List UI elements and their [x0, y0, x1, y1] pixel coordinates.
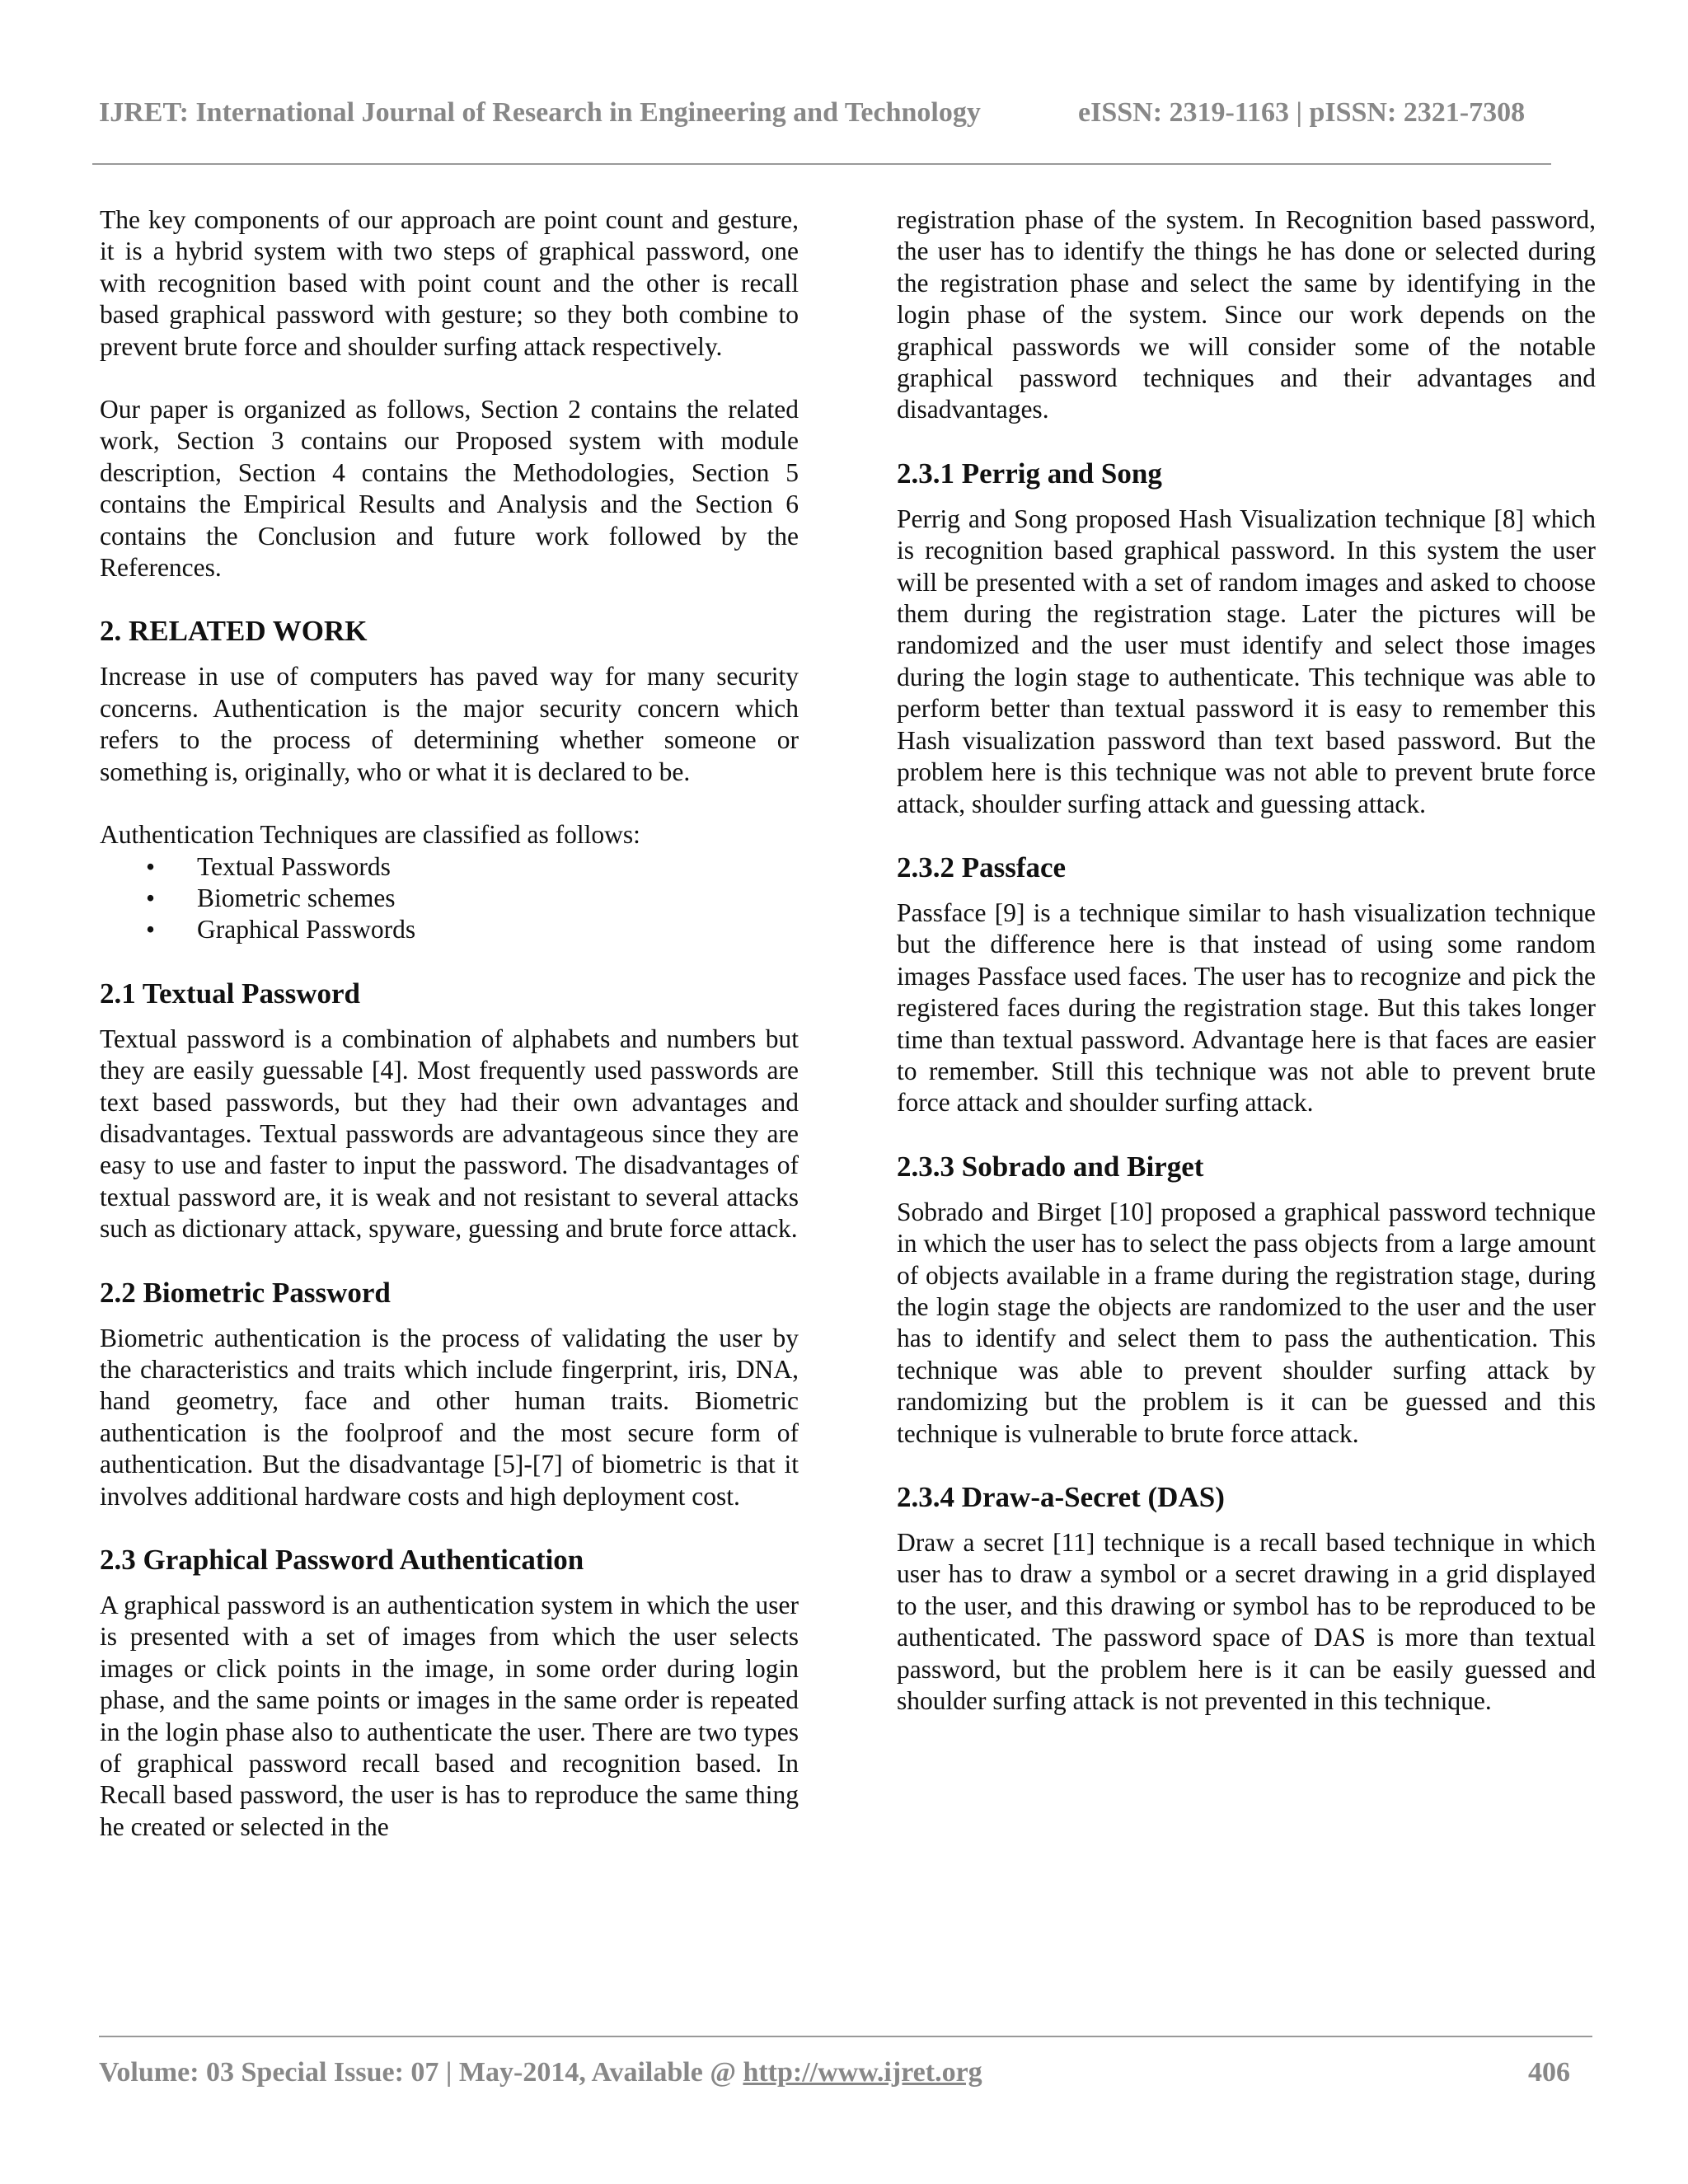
technique-list [100, 851, 799, 946]
left-column [100, 204, 799, 1843]
bullet-icon: • [146, 883, 156, 912]
graphical-password-continued: registration phase of the system. In Recognition based password, the user has to identify the things he has done or selected during the registration phase and select the same by identifying in the login phase of the system. Since our work depends on the graphical passwords we will consider some of the notable graphical password techniques and their advantages and disadvantages. [897, 205, 1596, 424]
graphical-password-paragraph: A graphical password is an authentication system in which the user is presented with a set of images from which the user selects images or click points in the image, in some order during login phase, and the same points or images in the same order is repeated in the login phase also to authenticate the user. There are two types of graphical password recall based and recognition based. In Recall based password, the user is has to reproduce the same thing he created or selected in the [100, 1591, 799, 1841]
draw-a-secret-paragraph: Draw a secret [11] technique is a recall based technique in which user has to draw a symbol or a secret drawing in a grid displayed to the user, and this drawing or symbol has to be reproduced to be authenticated. The password space of DAS is more than textual password, but the problem here is it can be easily guessed and shoulder surfing attack is not prevented in this technique. [897, 1528, 1596, 1716]
passface-paragraph: Passface [9] is a technique similar to hash visualization technique but the difference here is that instead of using some random images Passface used faces. The user has to recognize and pick the registered faces during the registration stage. But this takes longer time than textual password. Advantage here is that faces are easier to remember. Still this technique was not able to prevent brute force attack and shoulder surfing attack. [897, 898, 1596, 1118]
bullet-icon: • [146, 915, 156, 944]
classification-intro: Authentication Techniques are classified as follows: [100, 820, 640, 850]
textual-password-paragraph: Textual password is a combination of alphabets and numbers but they are easily guessable [4]. Most frequently used passwords are text based passwords, but they had their own advantages and disadvantages. Textual passwords are advantageous since they are easy to use and faster to input the password. The disadvantages of textual password are, it is weak and not resistant to several attacks such as dictionary attack, spyware, guessing and brute force attack. [100, 1024, 799, 1244]
related-work-paragraph: Increase in use of computers has paved way for many security concerns. Authentication is the major security concern which refers to the process of determining whether someone or something is, originally, who or what it is declared to be. [100, 662, 799, 786]
heading-biometric-password: 2.2 Biometric Password [100, 1276, 391, 1309]
footer-volume-info: Volume: 03 Special Issue: 07 | May-2014, Available @ http://www.ijret.org [99, 2057, 982, 2088]
running-header [99, 97, 1550, 138]
page-number: 406 [1528, 2057, 1570, 2088]
list-item: • Textual Passwords [100, 851, 799, 883]
bullet-icon: • [146, 851, 156, 881]
heading-draw-a-secret: 2.3.4 Draw-a-Secret (DAS) [897, 1481, 1225, 1513]
header-rule [92, 163, 1551, 165]
right-column [897, 204, 1596, 1717]
issn-info: eISSN: 2319-1163 | pISSN: 2321-7308 [1078, 97, 1526, 128]
perrig-and-song-paragraph: Perrig and Song proposed Hash Visualization technique [8] which is recognition based graphical password. In this system the user will be presented with a set of random images and asked to choose them during the registration stage. Later the pictures will be randomized and the user must identify and select those images during the login stage to authenticate. This technique was able to perform better than textual password it is easy to remember this Hash visualization password than text based password. But the problem here is this technique was not able to prevent brute force attack, shoulder surfing attack and guessing attack. [897, 504, 1596, 818]
biometric-password-paragraph: Biometric authentication is the process of validating the user by the characteristics and traits which include fingerprint, iris, DNA, hand geometry, face and other human traits. Biometric authentication is the foolproof and the most secure form of authentication. But the disadvantage [5]-[7] of biometric is that it involves additional hardware costs and high deployment cost. [100, 1323, 799, 1511]
running-footer [99, 2057, 1574, 2095]
footer-rule [99, 2036, 1592, 2037]
heading-related-work: 2. RELATED WORK [100, 615, 368, 648]
heading-textual-password: 2.1 Textual Password [100, 977, 361, 1010]
heading-graphical-password: 2.3 Graphical Password Authentication [100, 1544, 584, 1576]
intro-paragraph-1: The key components of our approach are point count and gesture, it is a hybrid system with two steps of graphical password, one with recognition based with point count and the other is recall based graphical password with gesture; so they both combine to prevent brute force and shoulder surfing attack respectively. [100, 205, 799, 361]
sobrado-and-birget-paragraph: Sobrado and Birget [10] proposed a graphical password technique in which the user has to select the pass objects from a large amount of objects available in a frame during the registration stage, during the login stage the objects are randomized to the user and the user has to identify and select them to pass the authentication. This technique was able to prevent shoulder surfing attack by randomizing but the problem is it can be guessed and this technique is vulnerable to brute force attack. [897, 1197, 1596, 1448]
list-item: • Biometric schemes [100, 883, 799, 914]
heading-sobrado-and-birget: 2.3.3 Sobrado and Birget [897, 1150, 1204, 1183]
journal-title: IJRET: International Journal of Research in Engineering and Technology [99, 97, 981, 128]
journal-url-link[interactable]: http://www.ijret.org [743, 2057, 982, 2088]
intro-paragraph-2: Our paper is organized as follows, Section 2 contains the related work, Section 3 contains our Proposed system with module description, Section 4 contains the Methodologies, Section 5 contains the Empirical Results and Analysis and the Section 6 contains the Conclusion and future work followed by the References. [100, 395, 799, 583]
list-item: • Graphical Passwords [100, 914, 799, 945]
heading-perrig-and-song: 2.3.1 Perrig and Song [897, 457, 1162, 490]
heading-passface: 2.3.2 Passface [897, 851, 1067, 883]
